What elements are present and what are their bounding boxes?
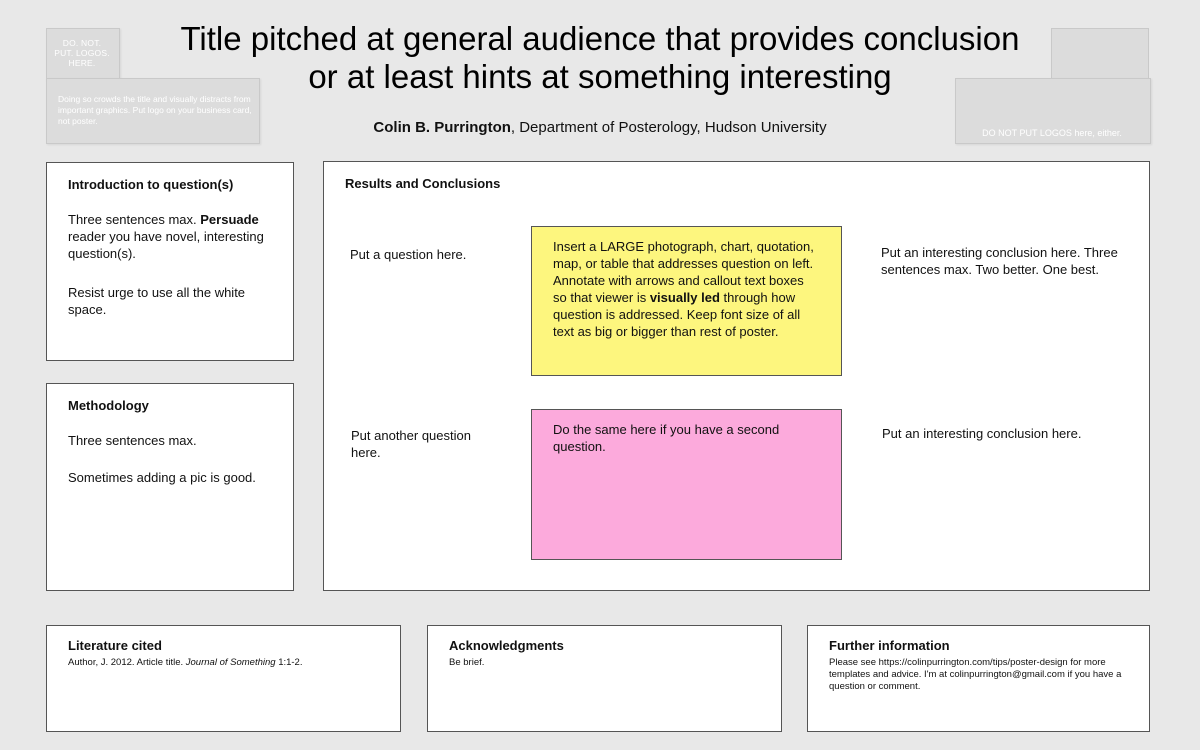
logo-warning-tab-text: DO. NOT. PUT. LOGOS. HERE.	[54, 38, 110, 68]
methodology-paragraph-1: Three sentences max.	[68, 433, 197, 448]
intro-p1-end: reader you have novel, interesting question(s).	[68, 229, 264, 261]
author-name: Colin B. Purrington	[373, 119, 511, 136]
acknowledgments-heading: Acknowledgments	[449, 638, 564, 653]
further-info-text: Please see https://colinpurrington.com/tips/poster-design for more templates and advice. I'm at colinpurrington@gmail.com if you have a question or comment.	[829, 657, 1122, 692]
methodology-heading: Methodology	[68, 398, 149, 413]
literature-heading: Literature cited	[68, 638, 162, 653]
callout-1-start: Insert a LARGE photograph, chart, quotation, map, or table that addresses question on left. Annotate with arrows and callout text boxes so that viewer is	[553, 239, 814, 305]
methodology-panel	[46, 383, 294, 591]
author-affiliation: , Department of Posterology, Hudson University	[510, 119, 827, 136]
citation-journal: Journal of Something	[185, 657, 276, 668]
acknowledgments-text: Be brief.	[449, 657, 485, 668]
title-line-2: or at least hints at something interesting	[308, 58, 892, 95]
intro-p1-start: Three sentences max.	[68, 212, 197, 227]
conclusion-2: Put an interesting conclusion here.	[882, 426, 1082, 441]
title-line-1: Title pitched at general audience that provides conclusion	[180, 20, 1020, 57]
introduction-paragraph-1	[68, 211, 280, 262]
citation-end: 1:1-2.	[278, 657, 303, 668]
results-heading: Results and Conclusions	[345, 176, 501, 191]
question-2: Put another question here.	[351, 428, 471, 460]
results-panel	[323, 161, 1150, 591]
question-1: Put a question here.	[350, 247, 467, 262]
conclusion-1: Put an interesting conclusion here. Three sentences max. Two better. One best.	[881, 245, 1118, 277]
further-info-heading: Further information	[829, 638, 950, 653]
poster-title	[120, 20, 1080, 96]
figure-callout-2: Do the same here if you have a second question.	[531, 409, 842, 560]
acknowledgments-panel	[427, 625, 782, 732]
introduction-heading: Introduction to question(s)	[68, 177, 234, 192]
figure-callout-1	[531, 226, 842, 376]
literature-citation	[68, 657, 388, 669]
literature-panel	[46, 625, 401, 732]
logo-warning-body-text: Doing so crowds the title and visually distracts from important graphics. Put logo on your business card, not poster.	[58, 94, 252, 126]
methodology-paragraph-2: Sometimes adding a pic is good.	[68, 470, 256, 485]
intro-p1-bold: Persuade	[200, 212, 259, 227]
logo-warning-right-text: DO NOT PUT LOGOS here, either.	[982, 128, 1122, 138]
introduction-paragraph-2: Resist urge to use all the white space.	[68, 285, 246, 317]
further-info-panel	[807, 625, 1150, 732]
callout-1-bold: visually led	[649, 290, 720, 305]
callout-1-end: through how question is addressed. Keep font size of all text as big or bigger than rest of poster.	[553, 290, 801, 339]
citation-start: Author, J. 2012. Article title.	[68, 657, 184, 668]
byline	[120, 119, 1080, 136]
introduction-panel	[46, 162, 294, 361]
